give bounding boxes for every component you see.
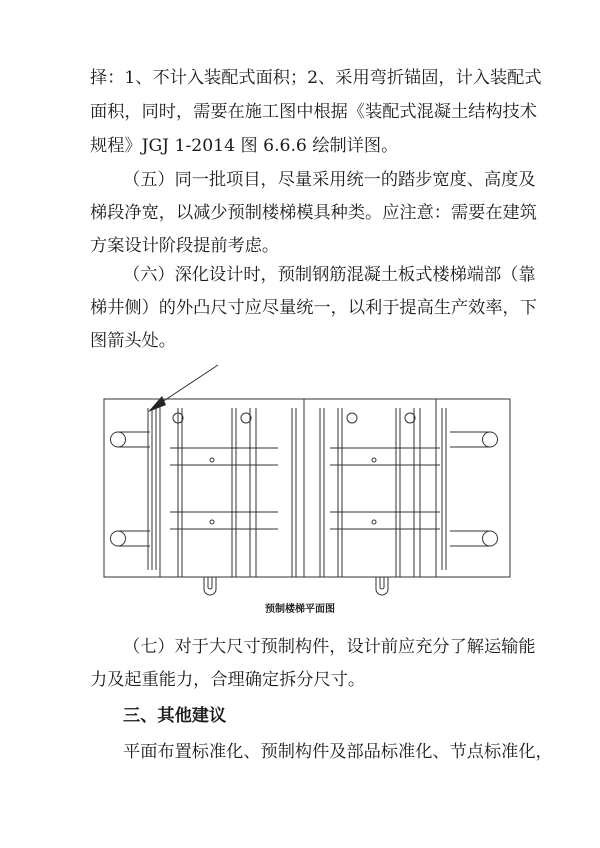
paragraph-line: （六）深化设计时，预制钢筋混凝土板式楼梯端部（靠 — [123, 265, 536, 285]
bolt-point — [210, 458, 214, 462]
paragraph-line: 择：1、不计入装配式面积；2、采用弯折锚固，计入装配式 — [90, 68, 542, 88]
paragraph-line: 平面布置标准化、预制构件及部品标准化、节点标准化， — [123, 742, 553, 762]
slot-round-end — [111, 432, 126, 447]
paragraph-line: 梯井侧）的外凸尺寸应尽量统一，以利于提高生产效率，下 — [90, 298, 537, 318]
figure-caption: 预制楼梯平面图 — [265, 604, 335, 615]
lifting-loop — [376, 577, 388, 595]
paragraph-line: 面积，同时，需要在施工图中根据《装配式混凝土结构技术 — [90, 102, 537, 122]
lifting-loop — [208, 577, 212, 589]
stair-outline — [104, 399, 510, 577]
lifting-loop — [380, 577, 384, 589]
lifting-hole — [347, 413, 357, 423]
slot-round-end — [483, 531, 498, 546]
paragraph-line: 方案设计阶段提前考虑。 — [90, 236, 280, 256]
paragraph-line: （七）对于大尺寸预制构件，设计前应充分了解运输能 — [123, 637, 536, 657]
paragraph-line: 力及起重能力，合理确定拆分尺寸。 — [90, 670, 366, 690]
bolt-point — [210, 520, 214, 524]
bolt-point — [372, 520, 376, 524]
paragraph-line: （五）同一批项目，尽量采用统一的踏步宽度、高度及 — [123, 170, 536, 190]
slot-round-end — [111, 531, 126, 546]
paragraph-line: 梯段净宽，以减少预制楼梯模具种类。应注意：需要在建筑 — [90, 203, 537, 223]
arrow-head — [148, 396, 166, 412]
section-heading: 三、其他建议 — [123, 706, 227, 726]
slot-round-end — [483, 432, 498, 447]
bolt-point — [372, 458, 376, 462]
lifting-loop — [204, 577, 216, 595]
paragraph-line: 规程》JGJ 1-2014 图 6.6.6 绘制详图。 — [90, 136, 399, 156]
paragraph-line: 图箭头处。 — [90, 331, 176, 351]
